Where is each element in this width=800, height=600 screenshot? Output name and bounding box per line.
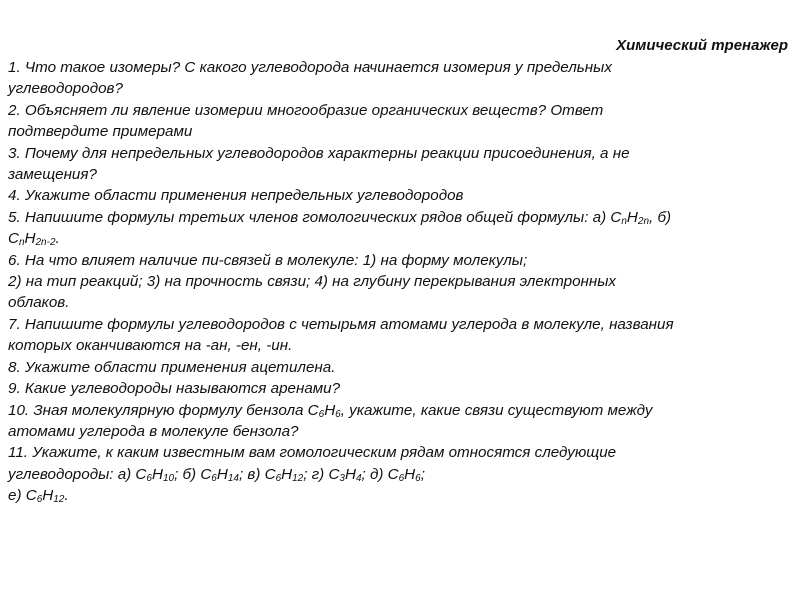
subscript: 6 (318, 408, 325, 420)
text-fragment: облаков. (8, 294, 70, 312)
text-fragment: 10. Зная молекулярную формулу бензола C (8, 401, 319, 419)
text-fragment: 5. Напишите формулы третьих членов гомологических рядов общей формулы: а) C (8, 208, 622, 226)
text-fragment: . (64, 487, 69, 505)
text-fragment: H (42, 487, 54, 505)
line-8 (8, 207, 792, 228)
line-12 (8, 292, 792, 313)
text-fragment: ; д) C (361, 465, 399, 483)
text-fragment: 3. Почему для непредельных углеводородов характерны реакции присоединения, а не (8, 144, 630, 162)
line-3 (8, 100, 792, 121)
text-fragment: 1. Что такое изомеры? С какого углеводорода начинается изомерия у предельных (8, 59, 612, 76)
text-fragment: H (216, 465, 228, 483)
subscript: 14 (227, 472, 239, 484)
line-21 (8, 485, 792, 506)
text-fragment: подтвердите примерами (8, 123, 193, 141)
question-list (8, 57, 792, 507)
text-fragment: 11. Укажите, к каким известным вам гомологическим рядам относятся следующие (8, 444, 617, 462)
subscript: 12 (292, 472, 304, 484)
text-fragment: ; г) C (303, 465, 340, 483)
line-16 (8, 378, 792, 399)
text-fragment: е) C (8, 487, 37, 505)
text-fragment: C (8, 230, 19, 248)
text-fragment: атомами углерода в молекуле бензола? (8, 422, 299, 440)
line-9 (8, 228, 792, 249)
text-fragment: 2. Объясняет ли явление изомерии многообразие органических веществ? Ответ (8, 101, 604, 119)
line-20 (8, 464, 792, 485)
subscript: 6 (36, 494, 43, 506)
subscript: 2n-2 (35, 237, 56, 249)
subscript: 6 (335, 408, 341, 420)
text-fragment: углеводородов? (8, 80, 123, 98)
subscript: 4 (355, 472, 362, 484)
text-fragment: 8. Укажите области применения ацетилена. (8, 358, 336, 376)
text-fragment: 9. Какие углеводороды называются аренами? (8, 380, 341, 398)
line-4 (8, 121, 792, 142)
subscript: n (621, 215, 627, 227)
text-fragment: , б) (649, 208, 672, 226)
text-fragment: замещения? (8, 166, 97, 184)
subscript: 10 (162, 472, 175, 484)
text-fragment: 4. Укажите области применения непредельных углеводородов (8, 187, 464, 205)
text-fragment: H (404, 465, 416, 483)
subscript: 6 (211, 472, 217, 484)
text-fragment: H (626, 208, 638, 226)
line-7 (8, 185, 792, 206)
subscript: 3 (339, 472, 345, 484)
text-fragment: 2) на тип реакций; 3) на прочность связи; 4) на глубину перекрывания электронных (8, 273, 617, 291)
text-fragment: H (151, 465, 163, 483)
subscript: 6 (415, 472, 421, 484)
text-fragment: . (55, 230, 60, 248)
line-14 (8, 335, 792, 356)
text-fragment: H (24, 230, 36, 248)
text-fragment: H (344, 465, 356, 483)
subscript: 6 (398, 472, 405, 484)
document-title: Химический тренажер (616, 37, 788, 54)
text-fragment: H (324, 401, 336, 419)
text-fragment: углеводороды: а) C (8, 465, 147, 483)
line-2 (8, 78, 792, 99)
line-17 (8, 400, 792, 421)
line-13 (8, 314, 792, 335)
line-1 (8, 57, 792, 78)
subscript: 6 (146, 472, 152, 484)
subscript: n (18, 237, 25, 249)
text-fragment: которых оканчиваются на -ан, -ен, -ин. (8, 337, 293, 355)
line-6 (8, 164, 792, 185)
line-18 (8, 421, 792, 442)
line-19 (8, 442, 792, 463)
text-fragment: 7. Напишите формулы углеводородов с четырьмя атомами углерода в молекуле, названия (8, 315, 674, 333)
text-fragment: ; (420, 465, 425, 483)
subscript: 2n (637, 215, 650, 227)
text-fragment: 6. На что влияет наличие пи-связей в молекуле: 1) на форму молекулы; (8, 251, 528, 269)
text-fragment: H (281, 465, 293, 483)
text-fragment: ; б) C (174, 465, 212, 483)
text-fragment: ; в) C (238, 465, 276, 483)
subscript: 12 (53, 494, 65, 506)
line-10 (8, 250, 792, 271)
line-11 (8, 271, 792, 292)
line-5 (8, 143, 792, 164)
subscript: 6 (275, 472, 282, 484)
line-15 (8, 357, 792, 378)
text-fragment: , укажите, какие связи существуют между (340, 401, 653, 419)
